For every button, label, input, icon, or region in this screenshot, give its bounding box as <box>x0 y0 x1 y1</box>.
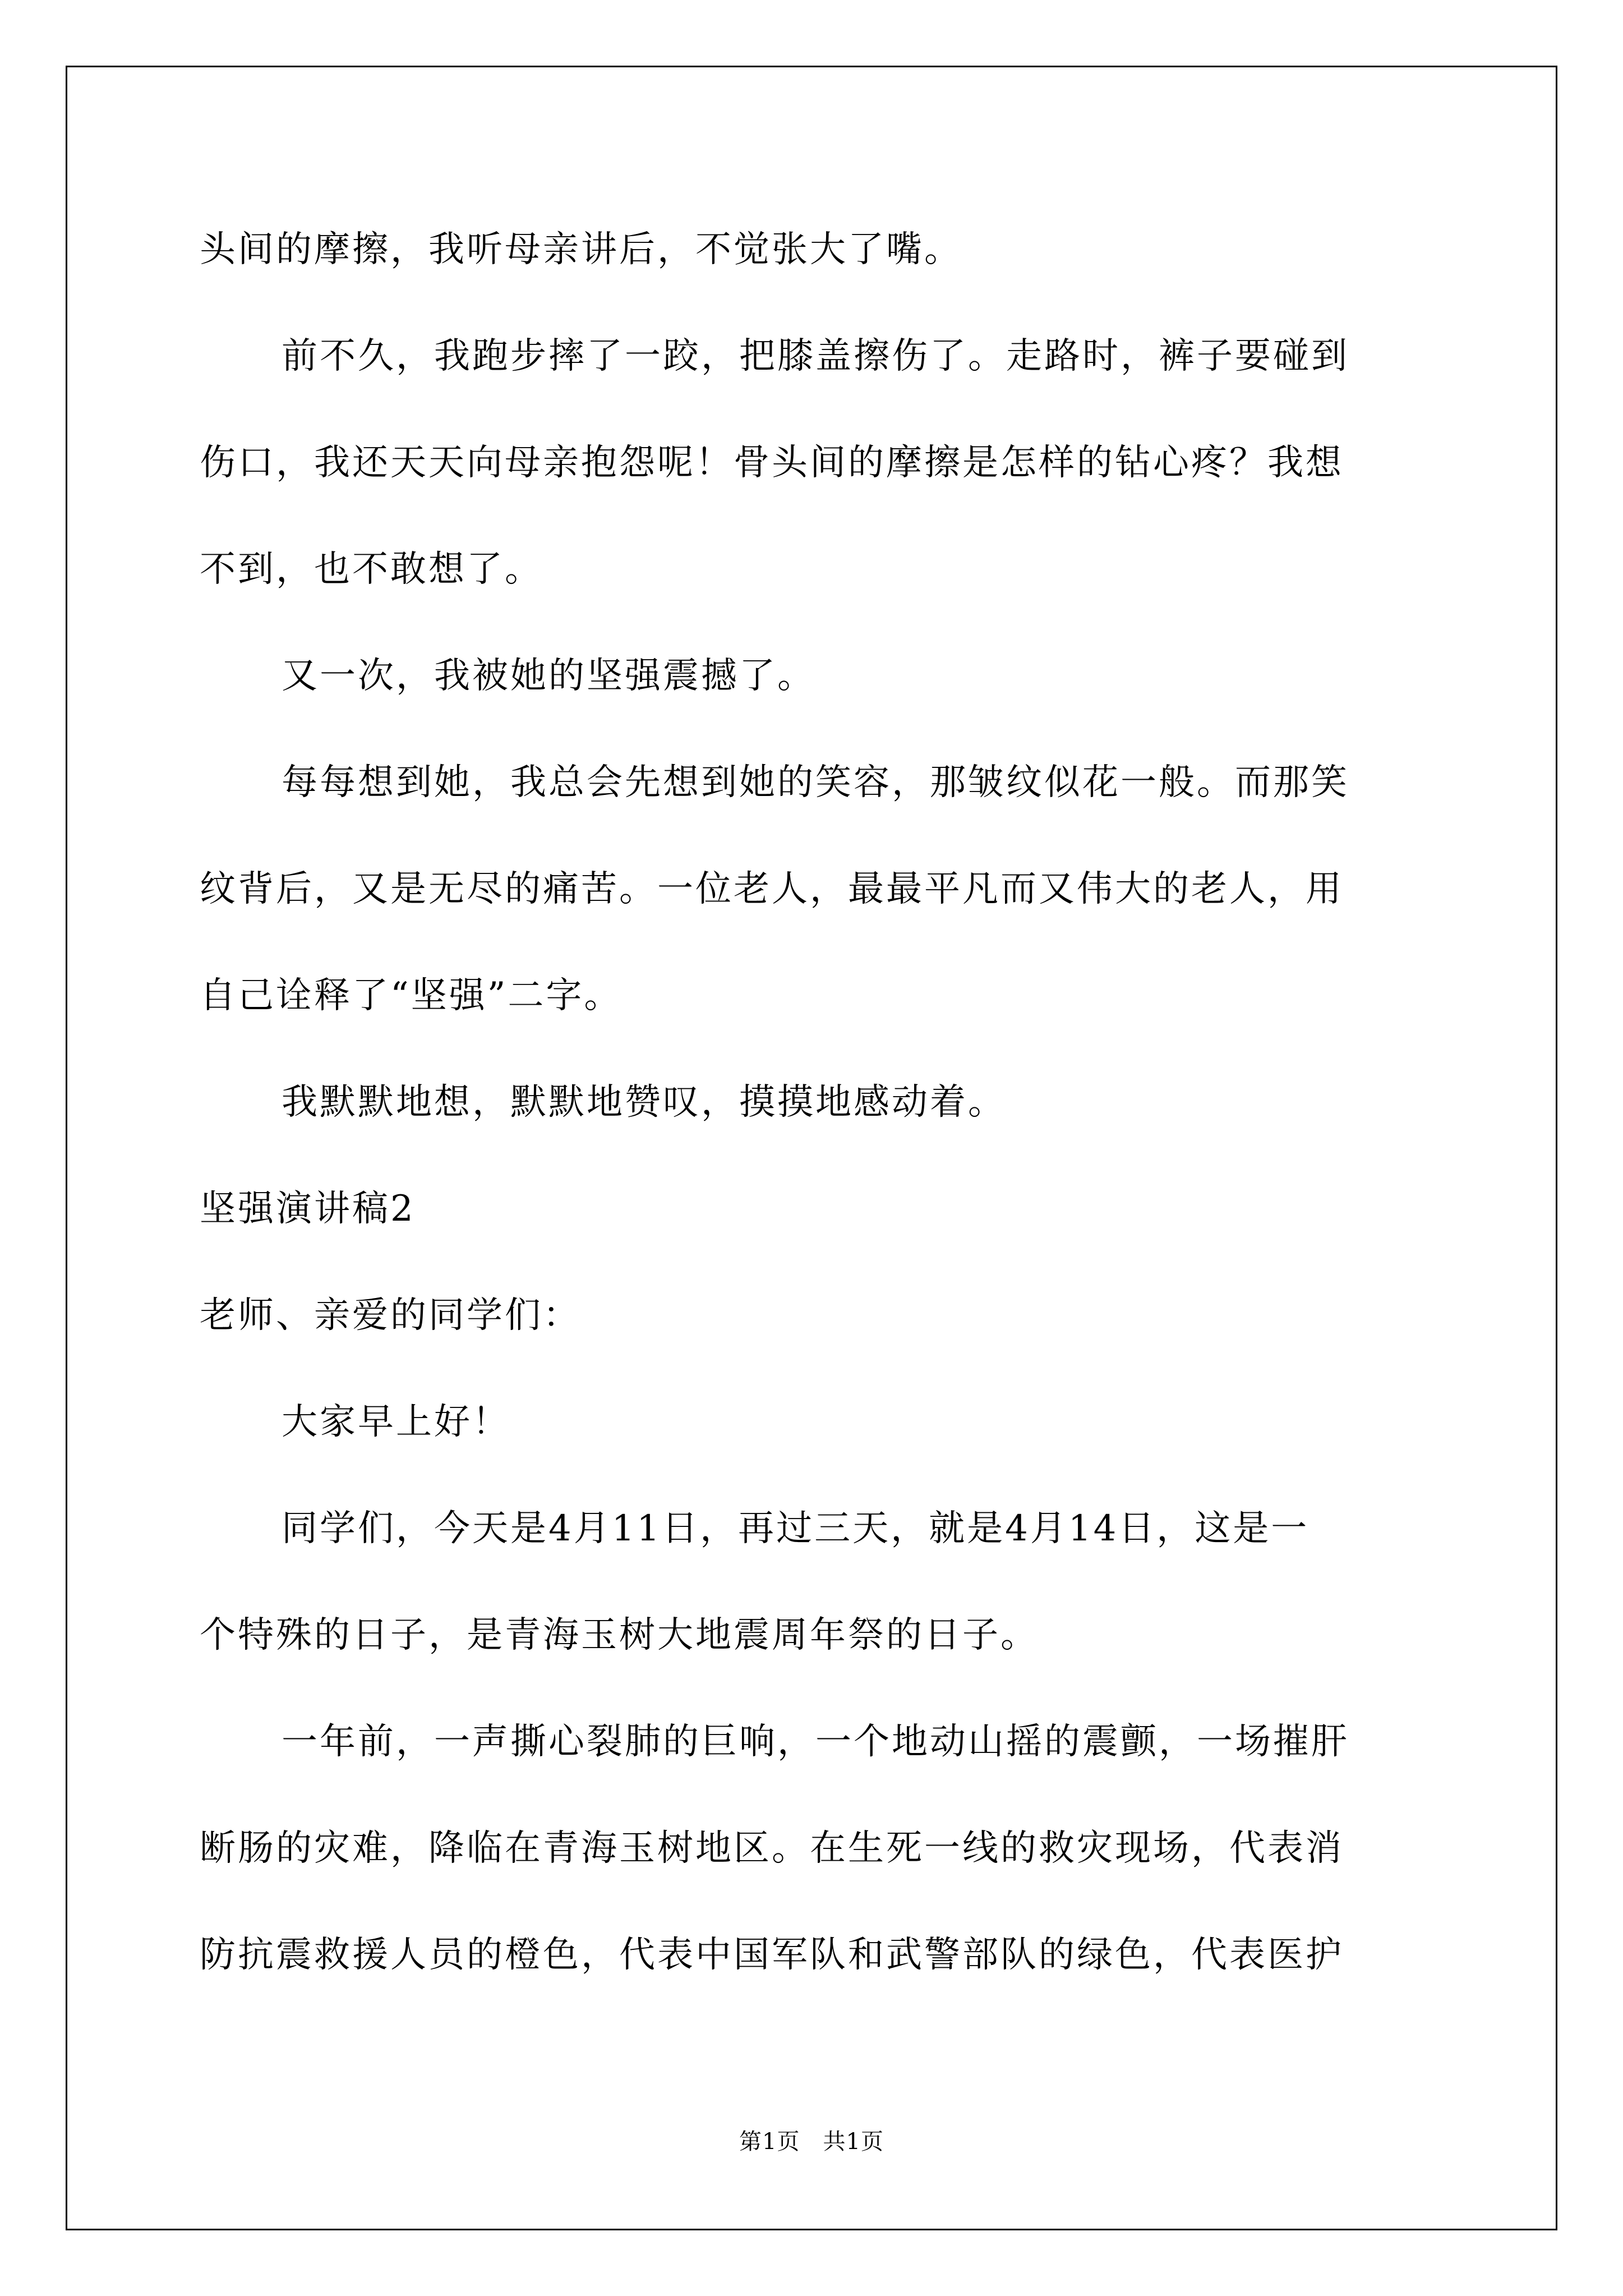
page-border <box>66 66 1557 2230</box>
paragraph-line: 同学们，今天是4月11日，再过三天，就是4月14日，这是一 <box>282 1508 1310 1549</box>
paragraph-line: 伤口，我还天天向母亲抱怨呢！骨头间的摩擦是怎样的钻心疼？我想 <box>200 442 1344 484</box>
paragraph-line: 每每想到她，我总会先想到她的笑容，那皱纹似花一般。而那笑 <box>282 762 1349 803</box>
paragraph-line: 断肠的灾难，降临在青海玉树地区。在生死一线的救灾现场，代表消 <box>200 1828 1344 1869</box>
paragraph-line: 我默默地想，默默地赞叹，摸摸地感动着。 <box>282 1082 1006 1123</box>
greeting: 大家早上好！ <box>282 1401 510 1443</box>
paragraph-line: 头间的摩擦，我听母亲讲后，不觉张大了嘴。 <box>200 229 962 270</box>
salutation: 老师、亲爱的同学们： <box>200 1295 581 1336</box>
section-heading: 坚强演讲稿2 <box>200 1188 416 1230</box>
page-footer: 第1页 共1页 <box>739 2129 884 2155</box>
paragraph-line: 个特殊的日子，是青海玉树大地震周年祭的日子。 <box>200 1614 1039 1656</box>
paragraph-line: 防抗震救援人员的橙色，代表中国军队和武警部队的绿色，代表医护 <box>200 1934 1344 1976</box>
paragraph-line: 自己诠释了“坚强”二字。 <box>200 975 623 1016</box>
paragraph-line: 又一次，我被她的坚强震撼了。 <box>282 655 815 697</box>
paragraph-line: 一年前，一声撕心裂肺的巨响，一个地动山摇的震颤，一场摧肝 <box>282 1721 1349 1763</box>
paragraph-line: 纹背后，又是无尽的痛苦。一位老人，最最平凡而又伟大的老人，用 <box>200 868 1344 910</box>
paragraph-line: 前不久，我跑步摔了一跤，把膝盖擦伤了。走路时，裤子要碰到 <box>282 335 1349 377</box>
paragraph-line: 不到，也不敢想了。 <box>200 549 543 590</box>
